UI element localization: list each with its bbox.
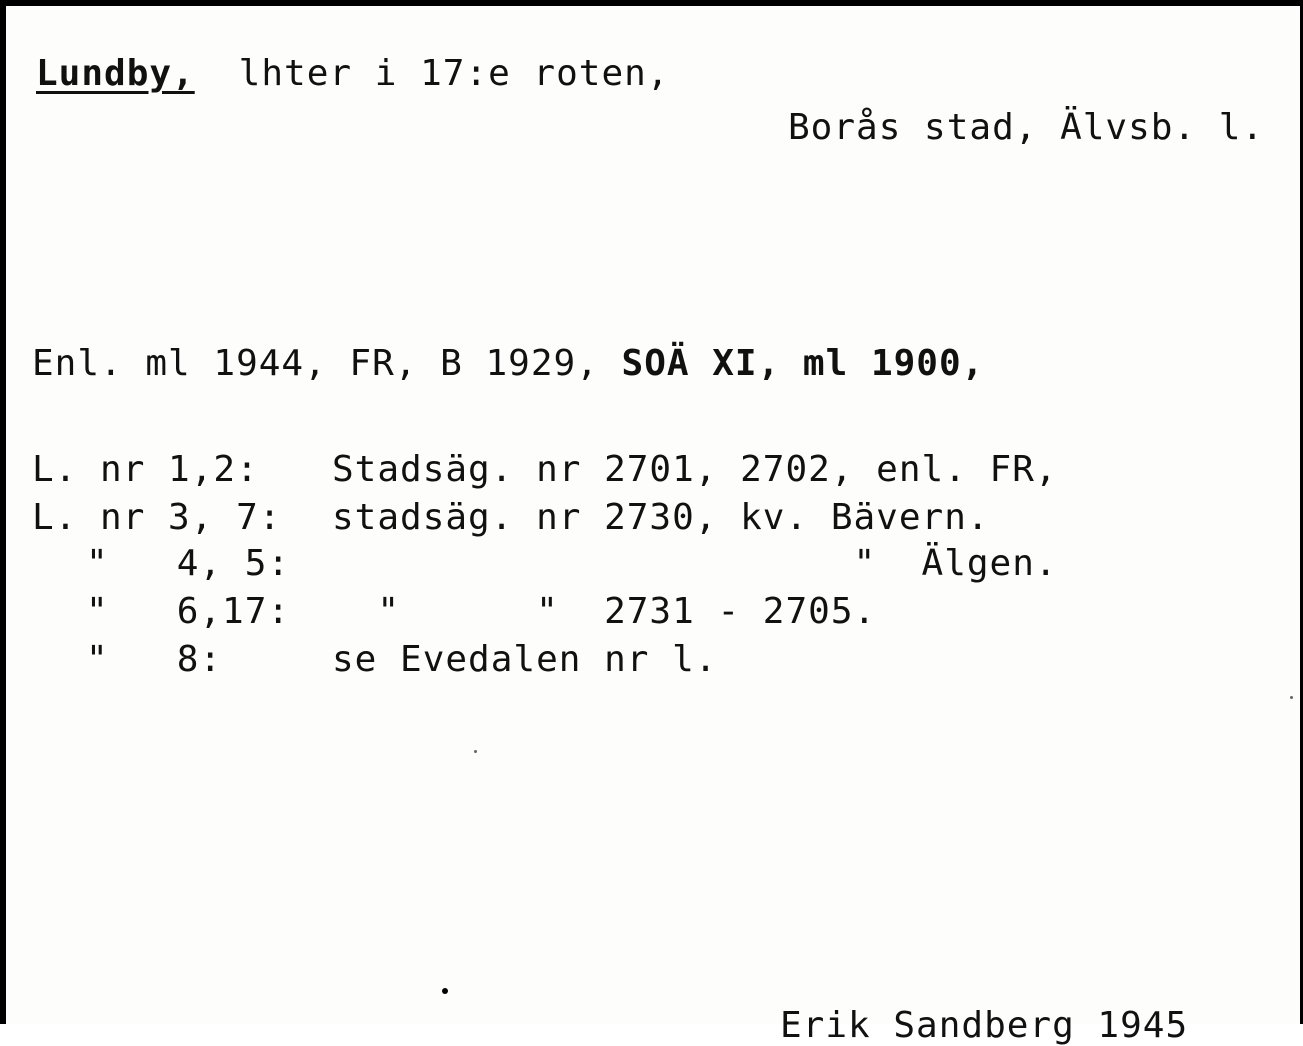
- row-text-3: " Älgen.: [332, 543, 1058, 584]
- row-ref-3: " 4, 5:: [86, 543, 291, 584]
- row-ref-1: L. nr 1,2:: [32, 449, 259, 490]
- row-ref-4: " 6,17:: [86, 591, 291, 632]
- row-text-1: Stadsäg. nr 2701, 2702, enl. FR,: [332, 449, 1058, 490]
- sources-line: [32, 343, 985, 384]
- row-ref-2: L. nr 3, 7:: [32, 497, 282, 538]
- row-ref-5: " 8:: [86, 639, 223, 680]
- dust-speck: [1290, 696, 1293, 699]
- header-description: lhter i 17:e roten,: [216, 53, 670, 94]
- sources-prefix: Enl. ml 1944, FR, B 1929,: [32, 343, 622, 384]
- ink-speck: [442, 988, 448, 994]
- row-text-2: stadsäg. nr 2730, kv. Bävern.: [332, 497, 990, 538]
- row-text-5: se Evedalen nr l.: [332, 639, 718, 680]
- header-place: Lundby,: [36, 53, 195, 94]
- dust-speck: [474, 750, 477, 753]
- header-location: Borås stad, Älvsb. l.: [788, 107, 1265, 148]
- row-text-4: " " 2731 - 2705.: [332, 591, 877, 632]
- signature: Erik Sandberg 1945: [780, 1005, 1189, 1046]
- sources-bold: SOÄ XI, ml 1900,: [621, 343, 985, 384]
